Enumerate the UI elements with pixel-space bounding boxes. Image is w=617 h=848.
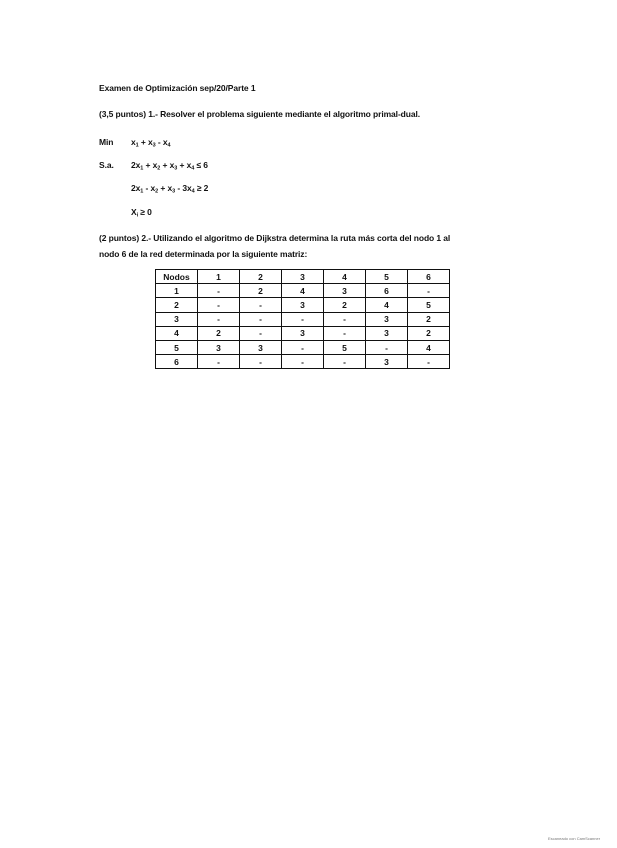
matrix-cell: - bbox=[198, 298, 240, 312]
matrix-cell: 1 bbox=[156, 284, 198, 298]
matrix-cell: 5 bbox=[324, 340, 366, 354]
matrix-cell: - bbox=[324, 355, 366, 369]
matrix-header-cell: Nodos bbox=[156, 270, 198, 284]
constraint-2: $2x_1 - x_2 + x_3 - 3x_4 \ge 2$ bbox=[131, 183, 209, 195]
matrix-cell: 3 bbox=[282, 298, 324, 312]
matrix-cell: - bbox=[324, 326, 366, 340]
matrix-cell: - bbox=[198, 284, 240, 298]
matrix-cell: - bbox=[282, 340, 324, 354]
distance-matrix-table bbox=[155, 269, 450, 369]
matrix-cell: 6 bbox=[366, 284, 408, 298]
matrix-row bbox=[156, 340, 450, 354]
question-2-line-1: (2 puntos) 2.- Utilizando el algoritmo de Dijkstra determina la ruta más corta del nodo 1 al bbox=[99, 233, 451, 243]
matrix-row bbox=[156, 326, 450, 340]
matrix-header-cell: 1 bbox=[198, 270, 240, 284]
matrix-cell: 4 bbox=[156, 326, 198, 340]
matrix-cell: 3 bbox=[240, 340, 282, 354]
matrix-cell: 5 bbox=[408, 298, 450, 312]
matrix-cell: - bbox=[324, 312, 366, 326]
matrix-cell: 4 bbox=[408, 340, 450, 354]
matrix-cell: - bbox=[240, 312, 282, 326]
matrix-cell: 2 bbox=[408, 312, 450, 326]
matrix-cell: 4 bbox=[282, 284, 324, 298]
matrix-cell: 3 bbox=[324, 284, 366, 298]
matrix-cell: - bbox=[198, 312, 240, 326]
matrix-cell: - bbox=[240, 298, 282, 312]
matrix-cell: 6 bbox=[156, 355, 198, 369]
matrix-cell: 2 bbox=[156, 298, 198, 312]
matrix-cell: 2 bbox=[240, 284, 282, 298]
subject-to-label: S.a. bbox=[99, 160, 114, 170]
matrix-row bbox=[156, 284, 450, 298]
matrix-cell: 3 bbox=[366, 312, 408, 326]
matrix-cell: 5 bbox=[156, 340, 198, 354]
matrix-cell: - bbox=[282, 355, 324, 369]
constraint-1: $2x_1 + x_2 + x_3 + x_4 \le 6$ bbox=[131, 160, 208, 172]
matrix-header-cell: 4 bbox=[324, 270, 366, 284]
matrix-cell: 3 bbox=[366, 326, 408, 340]
matrix-cell: 3 bbox=[198, 340, 240, 354]
question-2-line-2: nodo 6 de la red determinada por la siguiente matriz: bbox=[99, 249, 308, 259]
matrix-cell: 2 bbox=[408, 326, 450, 340]
matrix-cell: 2 bbox=[324, 298, 366, 312]
matrix-cell: - bbox=[240, 355, 282, 369]
question-1-intro: (3,5 puntos) 1.- Resolver el problema siguiente mediante el algoritmo primal-dual. bbox=[99, 109, 421, 119]
matrix-cell: 3 bbox=[156, 312, 198, 326]
matrix-cell: - bbox=[240, 326, 282, 340]
matrix-header-cell: 2 bbox=[240, 270, 282, 284]
matrix-cell: 4 bbox=[366, 298, 408, 312]
matrix-header-cell: 3 bbox=[282, 270, 324, 284]
min-label: Min bbox=[99, 137, 114, 147]
nonnegativity-constraint: $X_i \ge 0$ bbox=[131, 207, 152, 219]
matrix-row bbox=[156, 312, 450, 326]
scanner-watermark: Escaneado con CamScanner bbox=[548, 836, 601, 841]
matrix-cell: - bbox=[366, 340, 408, 354]
matrix-cell: - bbox=[198, 355, 240, 369]
matrix-cell: - bbox=[408, 355, 450, 369]
matrix-cell: 3 bbox=[366, 355, 408, 369]
matrix-cell: 2 bbox=[198, 326, 240, 340]
objective-function: $x_1 + x_3 - x_4$ bbox=[131, 137, 171, 149]
exam-title: Examen de Optimización sep/20/Parte 1 bbox=[99, 83, 256, 93]
matrix-header-cell: 5 bbox=[366, 270, 408, 284]
matrix-cell: - bbox=[408, 284, 450, 298]
matrix-row bbox=[156, 298, 450, 312]
matrix-header-row bbox=[156, 270, 450, 284]
matrix-header-cell: 6 bbox=[408, 270, 450, 284]
matrix-row bbox=[156, 355, 450, 369]
matrix-cell: - bbox=[282, 312, 324, 326]
matrix-cell: 3 bbox=[282, 326, 324, 340]
